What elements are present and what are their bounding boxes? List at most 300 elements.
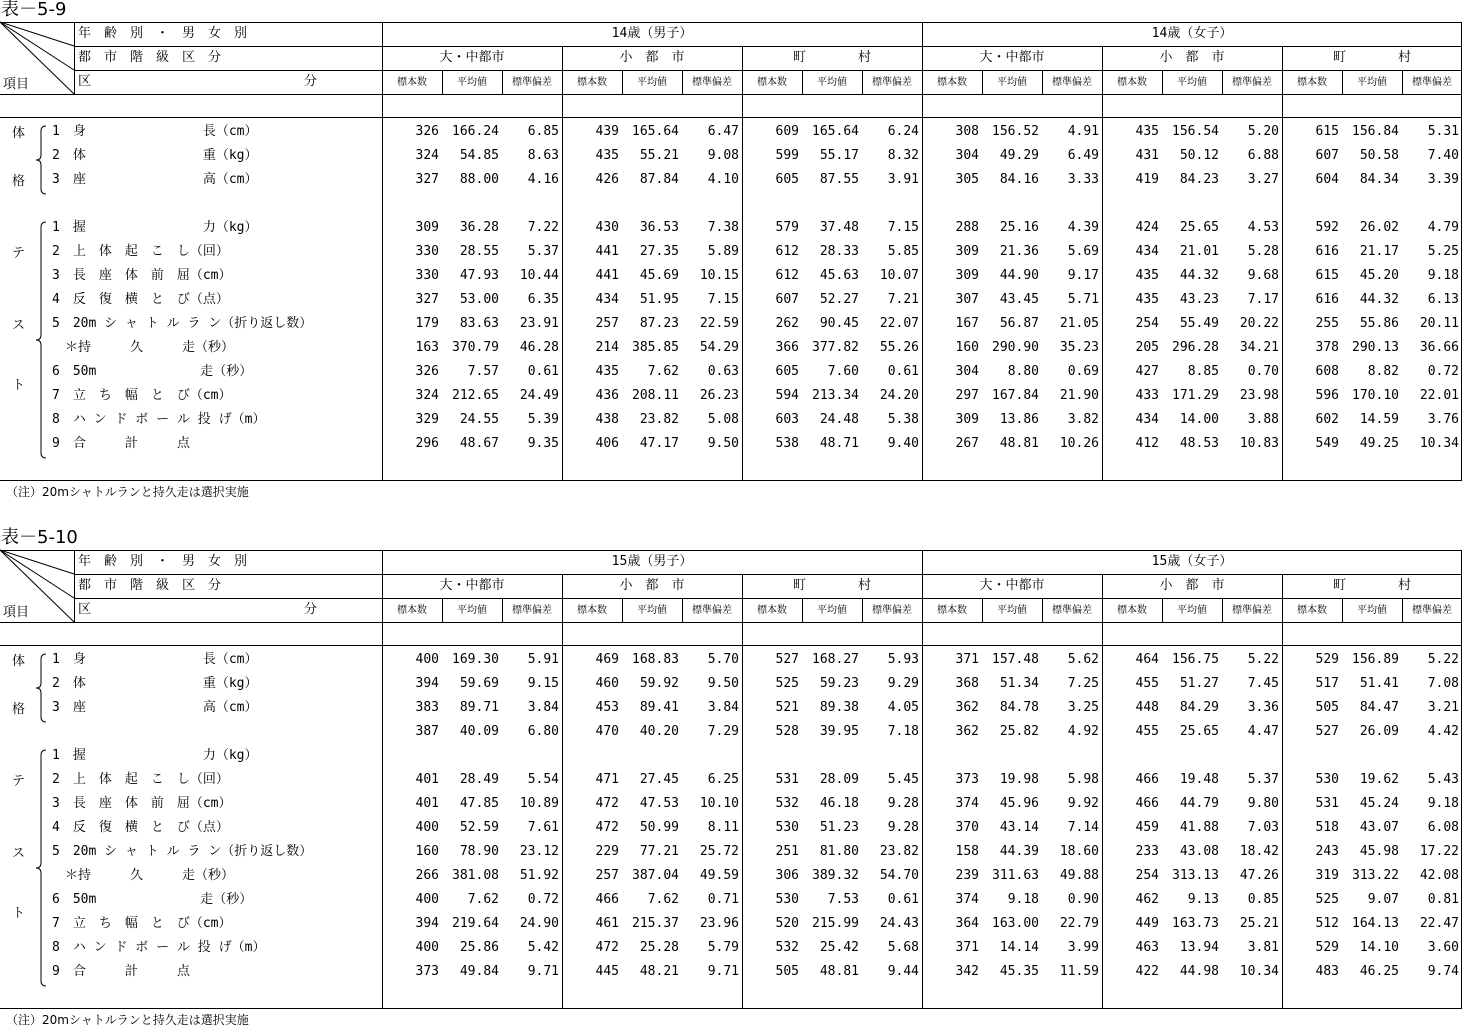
table-cell: 10.34: [1239, 964, 1279, 979]
table-cell: 472: [595, 820, 619, 835]
table-cell: 505: [1315, 700, 1339, 715]
table-cell: 6.24: [887, 124, 919, 139]
subcol-header: 標本数: [397, 605, 427, 616]
table-cell: 6.88: [1247, 148, 1279, 163]
table-cell: 7.08: [1427, 676, 1459, 691]
table-cell: 401: [415, 772, 439, 787]
table-cell: 433: [1135, 388, 1159, 403]
table-cell: 3.27: [1247, 172, 1279, 187]
brace: [36, 654, 48, 722]
table-cell: 3.21: [1427, 700, 1459, 715]
table-cell: 243: [1315, 844, 1339, 859]
city-header: 小 都 市: [1159, 578, 1225, 593]
table-cell: 9.71: [707, 964, 739, 979]
table-cell: 55.49: [1179, 316, 1219, 331]
table-cell: 35.23: [1059, 340, 1099, 355]
table-cell: 383: [415, 700, 439, 715]
table-cell: 13.86: [999, 412, 1039, 427]
rule-v: [1461, 22, 1462, 481]
row-item-label: 1 握 力（kg）: [52, 748, 258, 763]
table-cell: 215.37: [632, 916, 679, 931]
table-cell: 84.16: [999, 172, 1039, 187]
table-cell: 19.48: [1179, 772, 1219, 787]
city-header: 大・中都市: [439, 578, 505, 593]
table-cell: 54.29: [699, 340, 739, 355]
table-cell: 156.52: [992, 124, 1039, 139]
table-cell: 254: [1135, 868, 1159, 883]
table-cell: 435: [1135, 268, 1159, 283]
table-cell: 156.89: [1352, 652, 1399, 667]
table-cell: 51.34: [999, 676, 1039, 691]
table-cell: 84.29: [1179, 700, 1219, 715]
table-cell: 8.82: [1367, 364, 1399, 379]
table-cell: 257: [595, 316, 619, 331]
row-item-label: 2 体 重（kg）: [52, 676, 258, 691]
table-cell: 164.13: [1352, 916, 1399, 931]
table-cell: 24.20: [879, 388, 919, 403]
subcol-header: 標準偏差: [872, 77, 912, 88]
table-cell: 3.36: [1247, 700, 1279, 715]
table-cell: 9.08: [707, 148, 739, 163]
table-cell: 43.08: [1179, 844, 1219, 859]
table-cell: 307: [955, 292, 979, 307]
table-cell: 3.81: [1247, 940, 1279, 955]
table-cell: 54.85: [459, 148, 499, 163]
table-cell: 4.10: [707, 172, 739, 187]
table-cell: 330: [415, 268, 439, 283]
subcol-header: 標本数: [397, 77, 427, 88]
section-label: ス: [12, 846, 26, 861]
table-cell: 49.84: [459, 964, 499, 979]
table-cell: 13.94: [1179, 940, 1219, 955]
table-cell: 90.45: [819, 316, 859, 331]
table-cell: 43.45: [999, 292, 1039, 307]
table-cell: 24.90: [519, 916, 559, 931]
table-cell: 472: [595, 796, 619, 811]
subcol-header: 標準偏差: [872, 605, 912, 616]
table-cell: 371: [955, 652, 979, 667]
table-cell: 55.86: [1359, 316, 1399, 331]
table-cell: 165.64: [632, 124, 679, 139]
table-cell: 4.53: [1247, 220, 1279, 235]
table-cell: 594: [775, 388, 799, 403]
subcol-header: 標本数: [937, 77, 967, 88]
table-cell: 28.55: [459, 244, 499, 259]
table-cell: 6.35: [527, 292, 559, 307]
city-header: 大・中都市: [979, 578, 1045, 593]
row-item-label: 9 合 計 点: [52, 436, 190, 451]
subcol-header: 標本数: [1297, 605, 1327, 616]
table-cell: 0.81: [1427, 892, 1459, 907]
table-cell: 455: [1135, 676, 1159, 691]
table-cell: 439: [595, 124, 619, 139]
table-cell: 441: [595, 268, 619, 283]
table-cell: 427: [1135, 364, 1159, 379]
rule-h: [0, 480, 1462, 481]
table-cell: 422: [1135, 964, 1159, 979]
section-label: 格: [12, 702, 26, 717]
table-cell: 373: [415, 964, 439, 979]
table-cell: 8.80: [1007, 364, 1039, 379]
brace: [36, 126, 48, 194]
table-cell: 48.21: [639, 964, 679, 979]
table-cell: 0.61: [887, 892, 919, 907]
table-cell: 6.25: [707, 772, 739, 787]
group-header: 14歳（男子）: [611, 26, 693, 41]
table-cell: 26.09: [1359, 724, 1399, 739]
table-cell: 25.16: [999, 220, 1039, 235]
table-cell: 7.22: [527, 220, 559, 235]
table-cell: 441: [595, 244, 619, 259]
table-cell: 604: [1315, 172, 1339, 187]
table-cell: 609: [775, 124, 799, 139]
table-cell: 44.39: [999, 844, 1039, 859]
header-bun: 分: [304, 74, 318, 89]
table-cell: 3.82: [1067, 412, 1099, 427]
subcol-header: 標本数: [1117, 605, 1147, 616]
section-label: 格: [12, 174, 26, 189]
table-cell: 7.40: [1427, 148, 1459, 163]
table-cell: 7.18: [887, 724, 919, 739]
subcol-header: 平均値: [997, 605, 1027, 616]
table-cell: 521: [775, 700, 799, 715]
table-cell: 87.23: [639, 316, 679, 331]
table-cell: 78.90: [459, 844, 499, 859]
row-item-label: ＊持 久 走（秒）: [52, 340, 235, 355]
table-cell: 165.64: [812, 124, 859, 139]
table-cell: 520: [775, 916, 799, 931]
table-cell: 324: [415, 148, 439, 163]
table-cell: 426: [595, 172, 619, 187]
table-cell: 45.96: [999, 796, 1039, 811]
table-cell: 22.59: [699, 316, 739, 331]
table-cell: 9.17: [1067, 268, 1099, 283]
rule-h: [0, 622, 1462, 623]
table-cell: 36.53: [639, 220, 679, 235]
table-cell: 5.71: [1067, 292, 1099, 307]
table-cell: 4.05: [887, 700, 919, 715]
table-cell: 14.59: [1359, 412, 1399, 427]
table-cell: 330: [415, 244, 439, 259]
table-cell: 20.22: [1239, 316, 1279, 331]
table-cell: 84.47: [1359, 700, 1399, 715]
subcol-header: 標準偏差: [512, 77, 552, 88]
table-cell: 24.43: [879, 916, 919, 931]
table-cell: 400: [415, 820, 439, 835]
table-cell: 214: [595, 340, 619, 355]
table-cell: 462: [1135, 892, 1159, 907]
diagonal-line: [0, 22, 74, 70]
table-cell: 309: [955, 412, 979, 427]
table-cell: 23.96: [699, 916, 739, 931]
table-cell: 5.68: [887, 940, 919, 955]
table-cell: 460: [595, 676, 619, 691]
table-cell: 10.44: [519, 268, 559, 283]
table-cell: 52.59: [459, 820, 499, 835]
table-cell: 326: [415, 364, 439, 379]
table-cell: 362: [955, 724, 979, 739]
table-cell: 51.95: [639, 292, 679, 307]
brace: [36, 750, 48, 986]
table-cell: 5.37: [527, 244, 559, 259]
table-cell: 549: [1315, 436, 1339, 451]
table-cell: 14.00: [1179, 412, 1219, 427]
table-cell: 608: [1315, 364, 1339, 379]
table-cell: 463: [1135, 940, 1159, 955]
table-cell: 27.35: [639, 244, 679, 259]
subcol-header: 平均値: [997, 77, 1027, 88]
table-cell: 77.21: [639, 844, 679, 859]
table-cell: 233: [1135, 844, 1159, 859]
table-cell: 7.15: [887, 220, 919, 235]
table-cell: 25.65: [1179, 724, 1219, 739]
header-city-class: 都 市 階 級 区 分: [78, 50, 222, 65]
subcol-header: 標準偏差: [512, 605, 552, 616]
table-cell: 21.36: [999, 244, 1039, 259]
table-cell: 579: [775, 220, 799, 235]
table-cell: 9.68: [1247, 268, 1279, 283]
table-cell: 156.75: [1172, 652, 1219, 667]
table-cell: 5.62: [1067, 652, 1099, 667]
header-item: 項目: [3, 605, 30, 620]
table-cell: 49.88: [1059, 868, 1099, 883]
table-cell: 461: [595, 916, 619, 931]
table-cell: 43.14: [999, 820, 1039, 835]
section-label: ト: [12, 378, 26, 393]
table-cell: 327: [415, 292, 439, 307]
table-cell: 3.60: [1427, 940, 1459, 955]
table-cell: 11.59: [1059, 964, 1099, 979]
table-cell: 435: [1135, 292, 1159, 307]
table-cell: 4.16: [527, 172, 559, 187]
table-cell: 7.03: [1247, 820, 1279, 835]
table-cell: 157.48: [992, 652, 1039, 667]
table-cell: 23.12: [519, 844, 559, 859]
table-cell: 22.07: [879, 316, 919, 331]
table-cell: 7.25: [1067, 676, 1099, 691]
table-cell: 10.26: [1059, 436, 1099, 451]
table-cell: 50.12: [1179, 148, 1219, 163]
table-cell: 7.57: [467, 364, 499, 379]
table-cell: 87.55: [819, 172, 859, 187]
table-cell: 163.00: [992, 916, 1039, 931]
diagonal-line: [0, 22, 74, 46]
subcol-header: 平均値: [1177, 77, 1207, 88]
table-cell: 45.20: [1359, 268, 1399, 283]
table-cell: 257: [595, 868, 619, 883]
table-cell: 23.98: [1239, 388, 1279, 403]
table-cell: 605: [775, 364, 799, 379]
table-cell: 40.20: [639, 724, 679, 739]
table-cell: 602: [1315, 412, 1339, 427]
table-cell: 4.47: [1247, 724, 1279, 739]
table-cell: 4.39: [1067, 220, 1099, 235]
table-cell: 0.61: [887, 364, 919, 379]
table-cell: 0.61: [527, 364, 559, 379]
table-cell: 23.82: [639, 412, 679, 427]
diagonal-line: [0, 550, 74, 598]
table-cell: 9.18: [1007, 892, 1039, 907]
table-cell: 23.91: [519, 316, 559, 331]
table-cell: 163.73: [1172, 916, 1219, 931]
group-header: 15歳（男子）: [611, 554, 693, 569]
table-cell: 532: [775, 940, 799, 955]
table-cell: 87.84: [639, 172, 679, 187]
table-cell: 9.74: [1427, 964, 1459, 979]
table-cell: 9.15: [527, 676, 559, 691]
table-cell: 530: [1315, 772, 1339, 787]
table-cell: 309: [955, 244, 979, 259]
table-cell: 615: [1315, 124, 1339, 139]
table-cell: 366: [775, 340, 799, 355]
table-cell: 448: [1135, 700, 1159, 715]
table-cell: 43.23: [1179, 292, 1219, 307]
row-item-label: 4 反 復 横 と び（点）: [52, 292, 229, 307]
table-cell: 9.35: [527, 436, 559, 451]
subcol-header: 標準偏差: [1412, 605, 1452, 616]
section-label: ス: [12, 318, 26, 333]
table-cell: 445: [595, 964, 619, 979]
table-cell: 59.23: [819, 676, 859, 691]
table-cell: 538: [775, 436, 799, 451]
table-cell: 21.01: [1179, 244, 1219, 259]
table-cell: 466: [1135, 772, 1159, 787]
table-cell: 364: [955, 916, 979, 931]
table-cell: 25.82: [999, 724, 1039, 739]
table-cell: 7.60: [827, 364, 859, 379]
table-cell: 342: [955, 964, 979, 979]
table-cell: 5.28: [1247, 244, 1279, 259]
table-cell: 466: [595, 892, 619, 907]
table-cell: 9.50: [707, 676, 739, 691]
row-item-label: 7 立 ち 幅 と び（cm）: [52, 388, 232, 403]
table-cell: 25.42: [819, 940, 859, 955]
table-cell: 10.15: [699, 268, 739, 283]
table-cell: 18.60: [1059, 844, 1099, 859]
table-cell: 84.23: [1179, 172, 1219, 187]
table-cell: 5.20: [1247, 124, 1279, 139]
table-cell: 615: [1315, 268, 1339, 283]
table-cell: 45.98: [1359, 844, 1399, 859]
table-cell: 169.30: [452, 652, 499, 667]
table-cell: 527: [775, 652, 799, 667]
table-cell: 48.81: [819, 964, 859, 979]
table-cell: 603: [775, 412, 799, 427]
table-cell: 8.32: [887, 148, 919, 163]
table-cell: 170.10: [1352, 388, 1399, 403]
table-cell: 215.99: [812, 916, 859, 931]
table-cell: 525: [1315, 892, 1339, 907]
table-cell: 435: [1135, 124, 1159, 139]
table-cell: 45.69: [639, 268, 679, 283]
table-cell: 4.42: [1427, 724, 1459, 739]
row-item-label: 3 長 座 体 前 屈（cm）: [52, 268, 232, 283]
subcol-header: 標準偏差: [692, 77, 732, 88]
table-cell: 374: [955, 796, 979, 811]
header-ku: 区: [78, 74, 92, 89]
row-item-label: 6 50m 走（秒）: [52, 364, 253, 379]
table-cell: 607: [1315, 148, 1339, 163]
table-cell: 205: [1135, 340, 1159, 355]
subcol-header: 標本数: [757, 77, 787, 88]
table-cell: 319: [1315, 868, 1339, 883]
row-item-label: 2 体 重（kg）: [52, 148, 258, 163]
row-item-label: 3 座 高（cm）: [52, 172, 258, 187]
table-cell: 5.25: [1427, 244, 1459, 259]
table-cell: 430: [595, 220, 619, 235]
table-cell: 25.72: [699, 844, 739, 859]
table-cell: 27.45: [639, 772, 679, 787]
row-item-label: 5 20m シ ャ ト ル ラ ン（折り返し数）: [52, 316, 313, 331]
table-cell: 219.64: [452, 916, 499, 931]
table-cell: 23.82: [879, 844, 919, 859]
group-header: 14歳（女子）: [1151, 26, 1233, 41]
table-cell: 434: [595, 292, 619, 307]
row-item-label: 6 50m 走（秒）: [52, 892, 253, 907]
table-cell: 83.63: [459, 316, 499, 331]
table-cell: 49.29: [999, 148, 1039, 163]
table-cell: 9.28: [887, 820, 919, 835]
group-header: 15歳（女子）: [1151, 554, 1233, 569]
city-header: 町 村: [792, 578, 871, 593]
table-cell: 47.17: [639, 436, 679, 451]
table-cell: 605: [775, 172, 799, 187]
table-cell: 371: [955, 940, 979, 955]
table-cell: 24.49: [519, 388, 559, 403]
table-cell: 324: [415, 388, 439, 403]
table-cell: 22.79: [1059, 916, 1099, 931]
table-cell: 304: [955, 364, 979, 379]
table-cell: 20.11: [1419, 316, 1459, 331]
table-cell: 381.08: [452, 868, 499, 883]
table-cell: 10.34: [1419, 436, 1459, 451]
table-cell: 5.39: [527, 412, 559, 427]
table-cell: 251: [775, 844, 799, 859]
table-cell: 89.38: [819, 700, 859, 715]
table-cell: 527: [1315, 724, 1339, 739]
table-cell: 469: [595, 652, 619, 667]
table-cell: 308: [955, 124, 979, 139]
city-header: 小 都 市: [619, 578, 685, 593]
table-cell: 229: [595, 844, 619, 859]
table-cell: 0.63: [707, 364, 739, 379]
subcol-header: 標準偏差: [1052, 605, 1092, 616]
table-cell: 6.47: [707, 124, 739, 139]
row-item-label: 3 座 高（cm）: [52, 700, 258, 715]
table-note: （注）20mシャトルランと持久走は選択実施: [6, 485, 249, 499]
city-header: 町 村: [1332, 578, 1411, 593]
table-cell: 7.17: [1247, 292, 1279, 307]
table-cell: 44.32: [1359, 292, 1399, 307]
table-cell: 26.02: [1359, 220, 1399, 235]
diagonal-line: [0, 550, 74, 574]
table-cell: 18.42: [1239, 844, 1279, 859]
table-cell: 5.31: [1427, 124, 1459, 139]
row-item-label: 8 ハ ン ド ボ ー ル 投 げ（m）: [52, 412, 266, 427]
table-cell: 616: [1315, 244, 1339, 259]
table-cell: 43.07: [1359, 820, 1399, 835]
table-cell: 51.23: [819, 820, 859, 835]
table-cell: 7.62: [647, 892, 679, 907]
table-cell: 599: [775, 148, 799, 163]
subcol-header: 平均値: [1357, 605, 1387, 616]
table-cell: 5.91: [527, 652, 559, 667]
row-item-label: 1 握 力（kg）: [52, 220, 258, 235]
table-cell: 9.44: [887, 964, 919, 979]
section-label: ト: [12, 906, 26, 921]
table-cell: 10.07: [879, 268, 919, 283]
table-cell: 0.72: [527, 892, 559, 907]
